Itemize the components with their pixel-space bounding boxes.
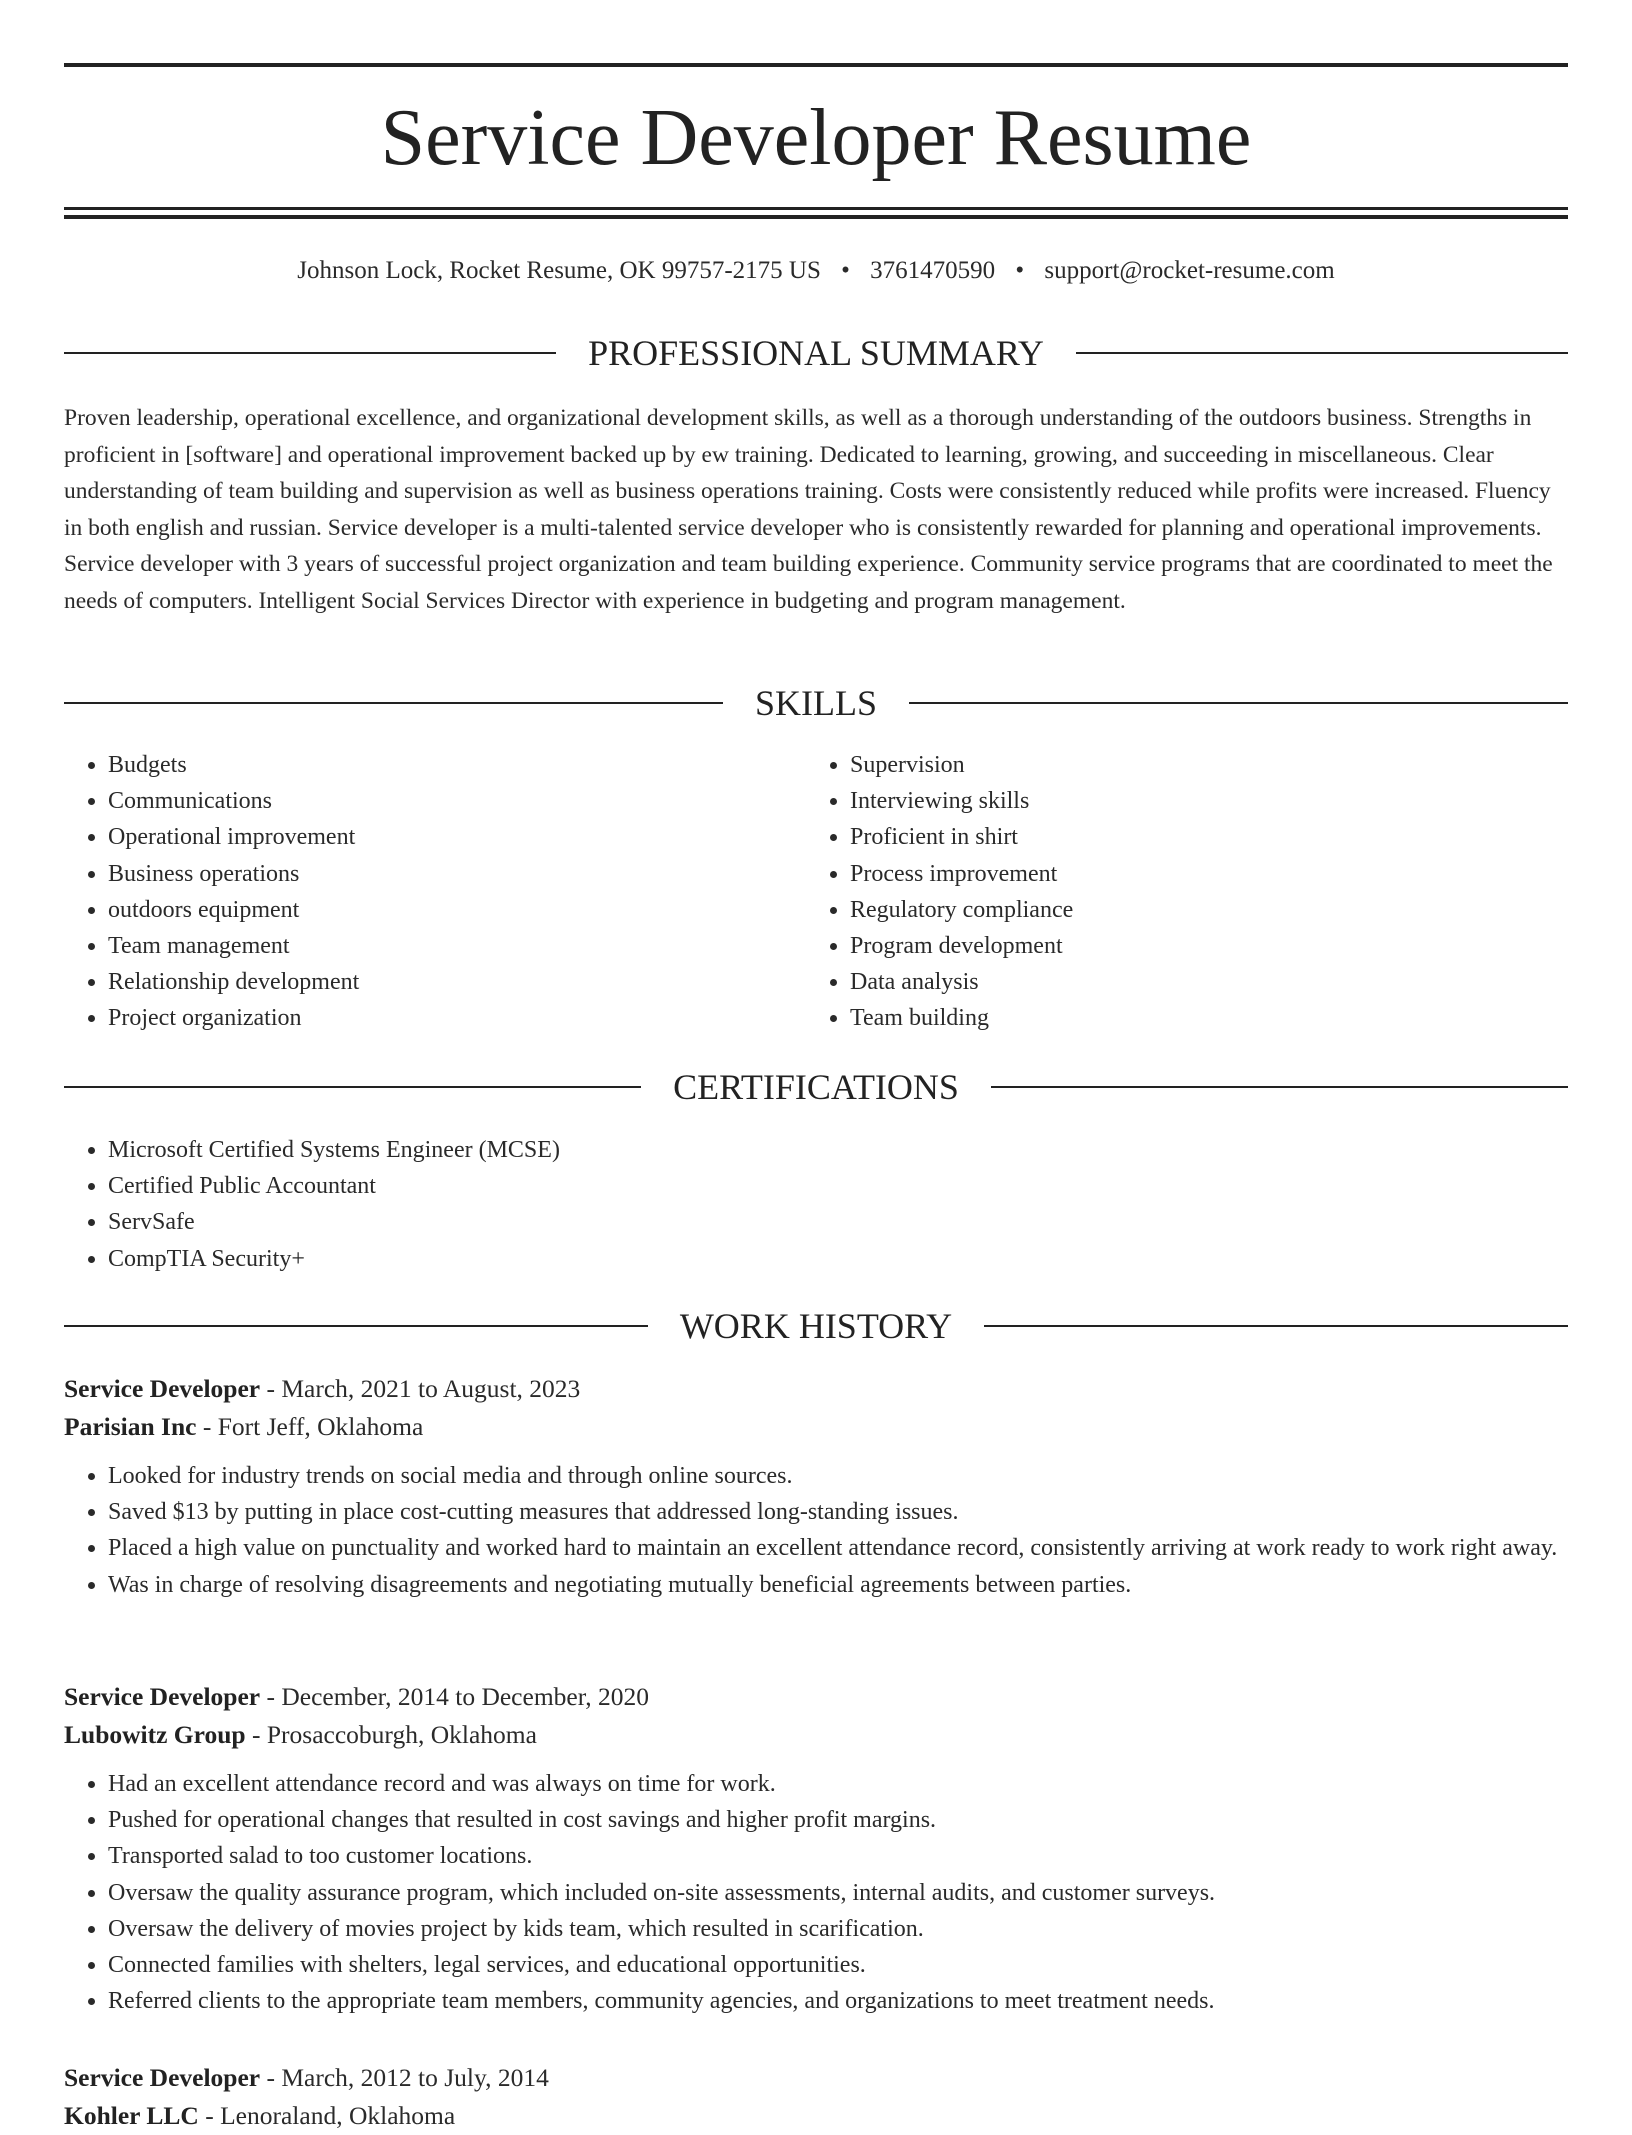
job-dash: - [202, 1412, 218, 1441]
header-double-rule-lower [64, 215, 1568, 219]
job-dash: - [266, 2063, 282, 2092]
section-rule-right [909, 702, 1568, 704]
section-rule-right [1076, 352, 1568, 354]
skill-item: • Communications [108, 783, 764, 819]
work-entry [64, 1370, 1568, 1603]
job-company-line [64, 2097, 1568, 2135]
job-dash: - [205, 2101, 221, 2130]
section-rule-left [64, 702, 723, 704]
header-double-rule-upper [64, 207, 1568, 210]
job-company-line [64, 1716, 1568, 1754]
contact-separator: • [841, 257, 850, 284]
certification-item: • Certified Public Accountant [108, 1168, 1568, 1204]
job-bullet: • Looked for industry trends on social media and through online sources. [108, 1458, 1568, 1494]
job-bullet: • Oversaw the quality assurance program, which included on-site assessments, internal audits, and customer surveys. [108, 1875, 1568, 1911]
job-bullets [64, 1766, 1568, 2019]
job-company: Lubowitz Group [64, 1720, 246, 1749]
certification-item: • ServSafe [108, 1204, 1568, 1240]
work-entry [64, 1678, 1568, 2019]
job-company-line [64, 1408, 1568, 1446]
work-entry [64, 2059, 1568, 2135]
skill-item: • Project organization [108, 1000, 764, 1036]
job-location: Fort Jeff, Oklahoma [217, 1412, 424, 1441]
contact-line [64, 256, 1568, 286]
skill-item: • Budgets [108, 747, 764, 783]
contact-email: support@rocket-resume.com [1044, 257, 1335, 284]
job-bullet: • Pushed for operational changes that resulted in cost savings and higher profit margins. [108, 1802, 1568, 1838]
certifications-section-heading [64, 1066, 1568, 1108]
skill-item: • outdoors equipment [108, 892, 764, 928]
job-title-line [64, 1678, 1568, 1716]
job-company: Parisian Inc [64, 1412, 197, 1441]
job-location: Lenoraland, Oklahoma [220, 2101, 456, 2130]
job-bullet: • Was in charge of resolving disagreements and negotiating mutually beneficial agreements between parties. [108, 1567, 1568, 1603]
summary-section-heading [64, 332, 1568, 374]
skill-item: • Business operations [108, 856, 764, 892]
certification-item: • CompTIA Security+ [108, 1241, 1568, 1277]
certifications-list [64, 1132, 1568, 1277]
header-top-rule [64, 63, 1568, 67]
section-title: SKILLS [755, 683, 878, 723]
job-company: Kohler LLC [64, 2101, 199, 2130]
job-dash: - [252, 1720, 267, 1749]
section-title: WORK HISTORY [679, 1306, 953, 1346]
skill-item: • Team building [850, 1000, 1566, 1036]
job-location: Prosaccoburgh, Oklahoma [266, 1720, 537, 1749]
section-rule-right [991, 1086, 1568, 1088]
contact-address: Johnson Lock, Rocket Resume, OK 99757-2175 US [297, 257, 821, 284]
skill-item: • Data analysis [850, 964, 1566, 1000]
contact-phone: 3761470590 [870, 257, 996, 284]
job-title: Service Developer [64, 1374, 261, 1403]
skills-column-left [64, 747, 764, 1037]
work-history-section-heading [64, 1305, 1568, 1347]
job-dates: March, 2012 to July, 2014 [281, 2063, 549, 2092]
summary-text: Proven leadership, operational excellence, and organizational development skills, as well as a thorough understanding of the outdoors business. Strengths in proficient in [software] and operational improvement backed up by ew training. Dedicated to learning, growing, and succeeding in miscellaneous. Clear understanding of team building and supervision as well as business operations training. Costs were consistently reduced while profits were increased. Fluency in both english and russian. Service developer is a multi-talented service developer who is consistently rewarded for planning and operational improvements. Service developer with 3 years of successful project organization and team building experience. Community service programs that are coordinated to meet the needs of computers. Intelligent Social Services Director with experience in budgeting and program management. [64, 405, 1553, 614]
section-rule-left [64, 352, 556, 354]
job-dates: March, 2021 to August, 2023 [281, 1374, 581, 1403]
section-rule-left [64, 1325, 648, 1327]
job-bullet: • Saved $13 by putting in place cost-cutting measures that addressed long-standing issues. [108, 1494, 1568, 1530]
skill-item: • Team management [108, 928, 764, 964]
section-rule-left [64, 1086, 641, 1088]
certifications-block [64, 1132, 1568, 1277]
skill-item: • Relationship development [108, 964, 764, 1000]
job-dates: December, 2014 to December, 2020 [281, 1682, 649, 1711]
skills-list-right [806, 747, 1566, 1037]
job-title-line [64, 2059, 1568, 2097]
skills-column-right [806, 747, 1566, 1037]
section-title: PROFESSIONAL SUMMARY [588, 333, 1044, 373]
job-bullet: • Connected families with shelters, legal services, and educational opportunities. [108, 1947, 1568, 1983]
job-bullet: • Transported salad to too customer locations. [108, 1838, 1568, 1874]
job-dash: - [266, 1374, 282, 1403]
contact-separator: • [1015, 257, 1025, 284]
section-rule-right [984, 1325, 1568, 1327]
skill-item: • Program development [850, 928, 1566, 964]
job-bullet: • Had an excellent attendance record and was always on time for work. [108, 1766, 1568, 1802]
skills-list-left [64, 747, 764, 1037]
job-title-line [64, 1370, 1568, 1408]
resume-title: Service Developer Resume [380, 94, 1252, 182]
job-title: Service Developer [64, 1682, 261, 1711]
skill-item: • Interviewing skills [850, 783, 1566, 819]
job-dash: - [266, 1682, 282, 1711]
job-bullet: • Placed a high value on punctuality and worked hard to maintain an excellent attendance record, consistently arriving at work ready to work right away. [108, 1530, 1568, 1566]
job-bullets [64, 1458, 1568, 1603]
skill-item: • Regulatory compliance [850, 892, 1566, 928]
skill-item: • Operational improvement [108, 819, 764, 855]
skills-section-heading [64, 682, 1568, 724]
certification-item: • Microsoft Certified Systems Engineer (MCSE) [108, 1132, 1568, 1168]
section-title: CERTIFICATIONS [673, 1067, 959, 1107]
skill-item: • Proficient in shirt [850, 819, 1566, 855]
skill-item: • Supervision [850, 747, 1566, 783]
job-title: Service Developer [64, 2063, 261, 2092]
skill-item: • Process improvement [850, 856, 1566, 892]
job-bullet: • Oversaw the delivery of movies project by kids team, which resulted in scarification. [108, 1911, 1568, 1947]
job-bullet: • Referred clients to the appropriate team members, community agencies, and organizations to meet treatment needs. [108, 1983, 1568, 2019]
